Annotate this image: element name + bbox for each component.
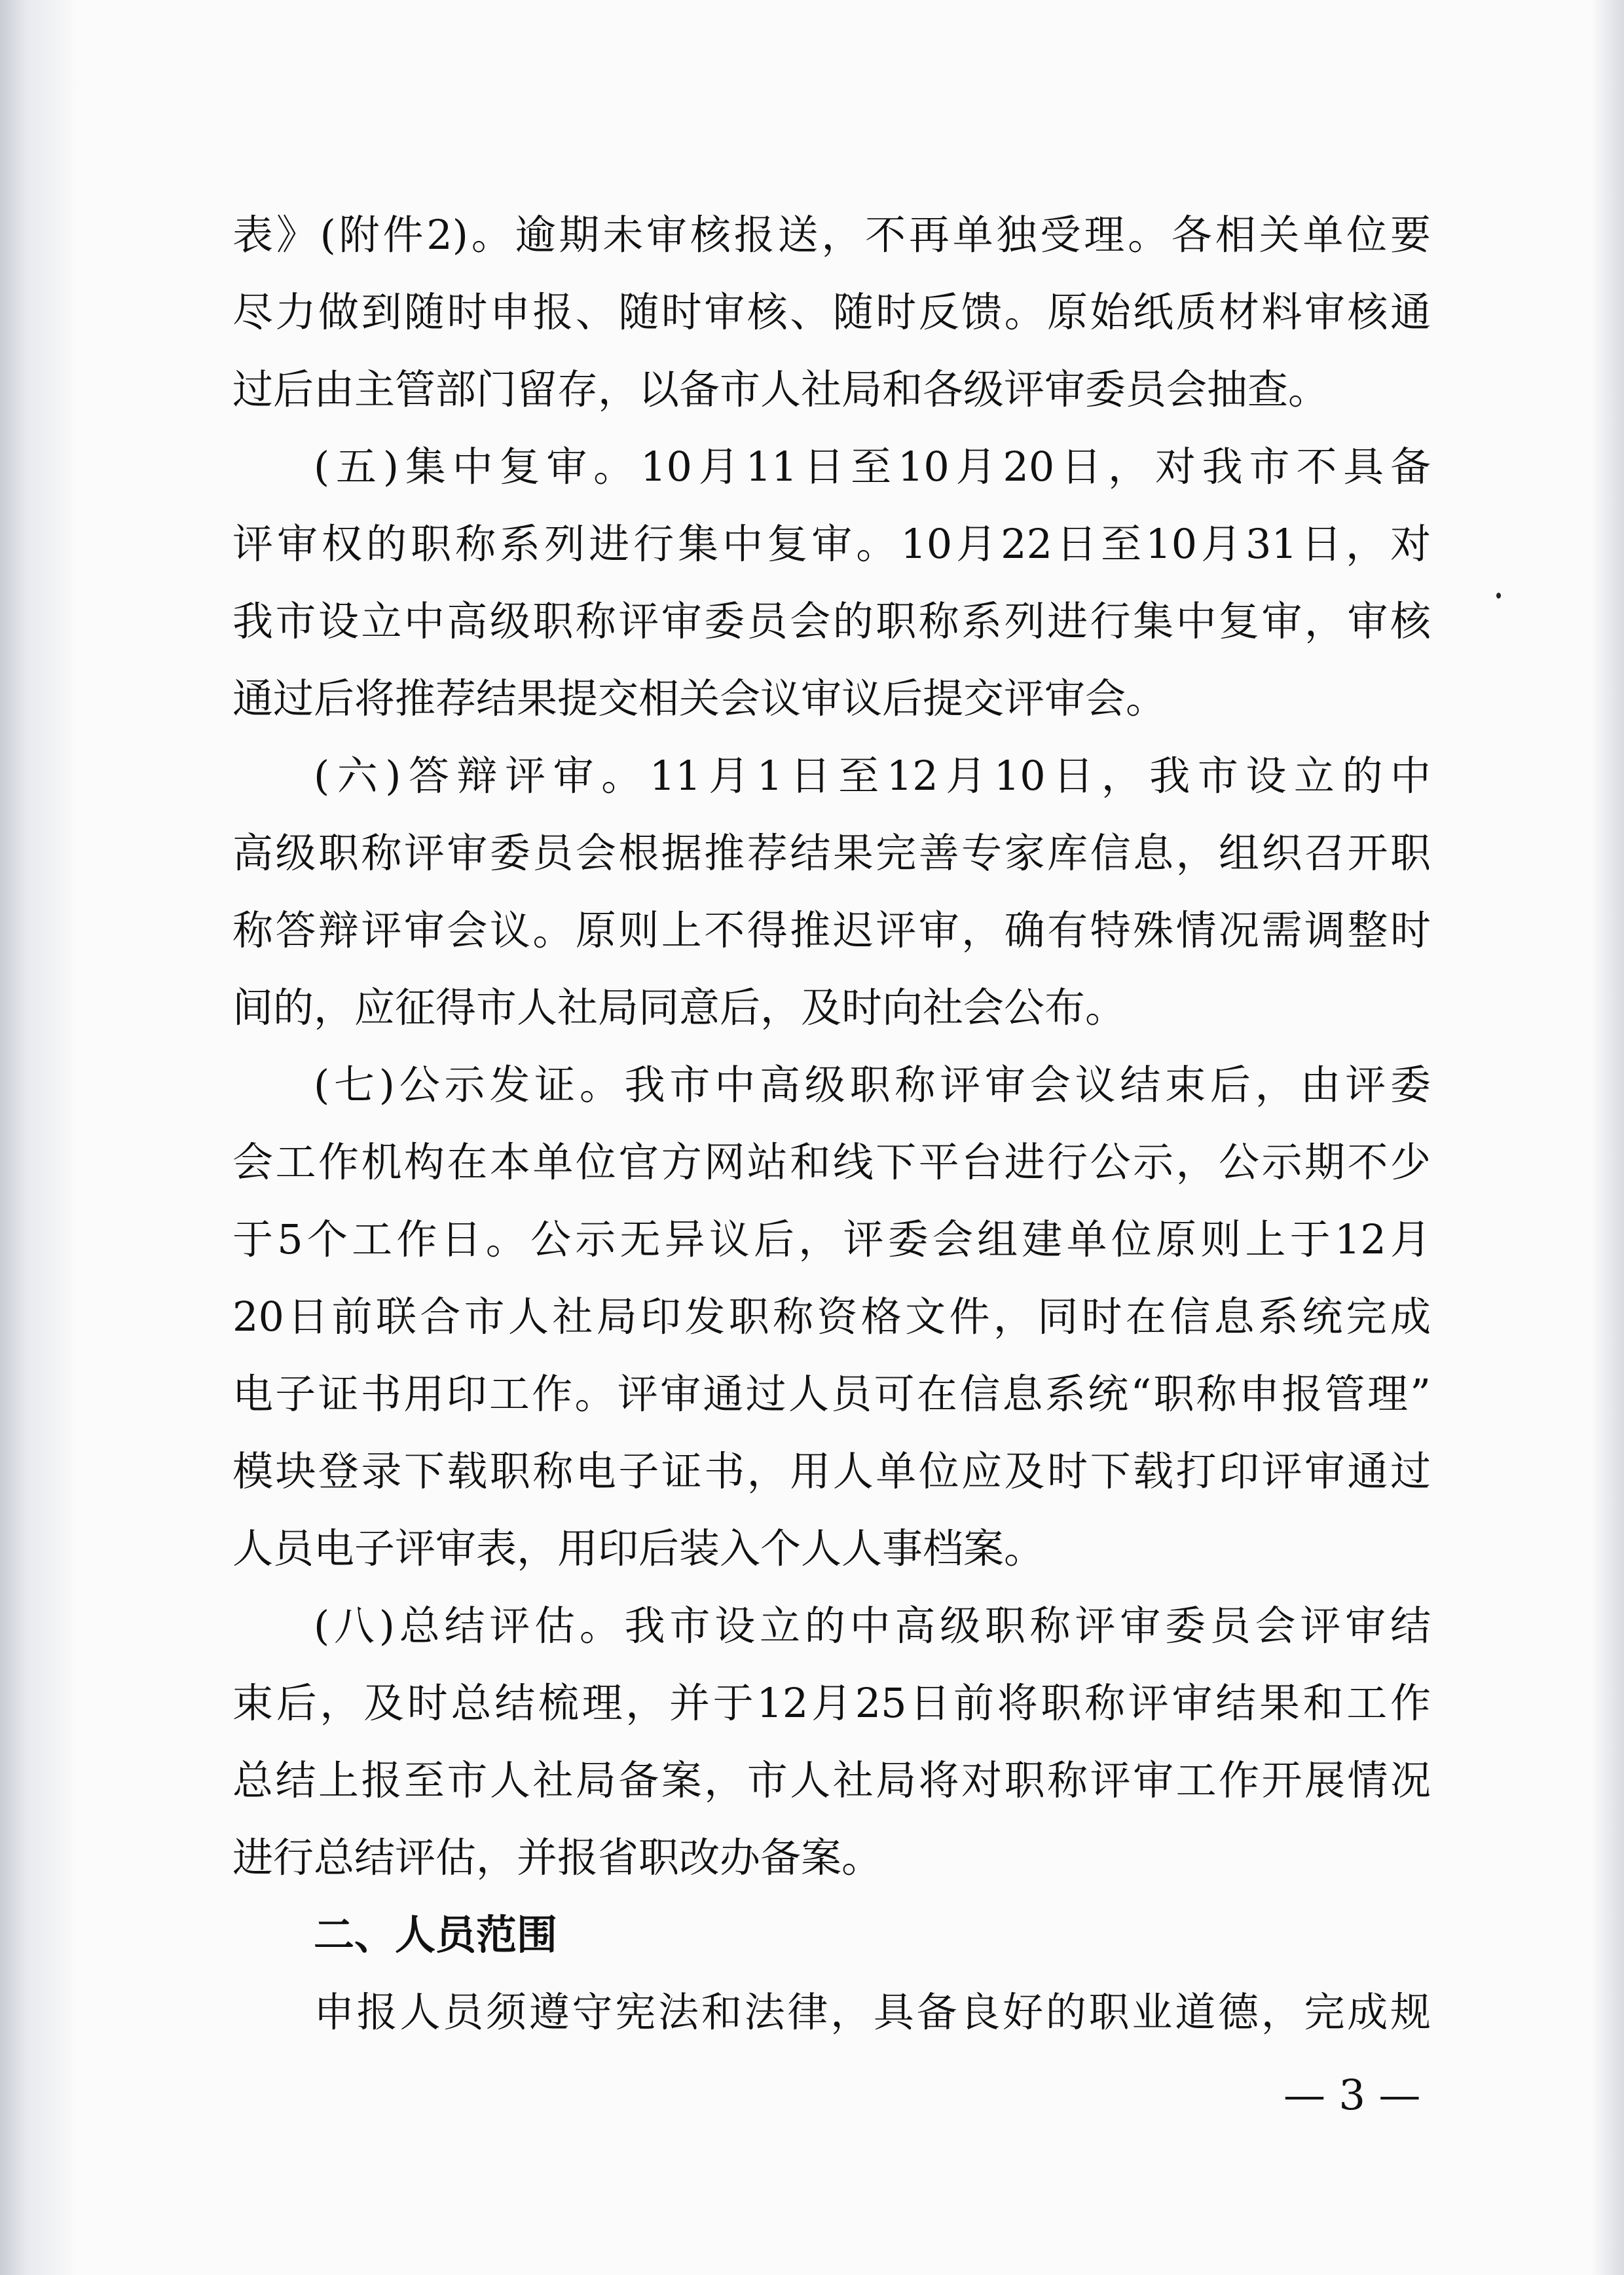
- text-line: 20日前联合市人社局印发职称资格文件，同时在信息系统完成: [232, 1293, 1431, 1341]
- text-line: 进行总结评估，并报省职改办备案。: [232, 1834, 883, 1881]
- text-line: 我市设立中高级职称评审委员会的职称系列进行集中复审，审核: [232, 597, 1431, 645]
- text-line: 总结上报至市人社局备案，市人社局将对职称评审工作开展情况: [232, 1756, 1431, 1804]
- text-line: 表》(附件2)。逾期未审核报送，不再单独受理。各相关单位要: [232, 211, 1431, 259]
- section-8-line: (八)总结评估。我市设立的中高级职称评审委员会评审结: [314, 1602, 1431, 1650]
- text-line: 于5个工作日。公示无异议后，评委会组建单位原则上于12月: [232, 1215, 1431, 1263]
- text-line: 申报人员须遵守宪法和法律，具备良好的职业道德，完成规: [314, 1988, 1431, 2036]
- text-line: 评审权的职称系列进行集中复审。10月22日至10月31日，对: [232, 520, 1431, 568]
- section-heading: 二、人员范围: [314, 1911, 558, 1959]
- text-line: 尽力做到随时申报、随时审核、随时反馈。原始纸质材料审核通: [232, 288, 1431, 336]
- text-line: 称答辩评审会议。原则上不得推迟评审，确有特殊情况需调整时: [232, 906, 1431, 954]
- text-line: 会工作机构在本单位官方网站和线下平台进行公示，公示期不少: [232, 1138, 1431, 1186]
- scan-shadow-left: [0, 0, 79, 2275]
- text-line: 过后由主管部门留存，以备市人社局和各级评审委员会抽查。: [232, 365, 1329, 413]
- text-line: 通过后将推荐结果提交相关会议审议后提交评审会。: [232, 675, 1167, 722]
- text-line: 束后，及时总结梳理，并于12月25日前将职称评审结果和工作: [232, 1679, 1431, 1727]
- section-6-line: (六)答辩评审。11月1日至12月10日，我市设立的中: [314, 752, 1431, 800]
- text-line: 高级职称评审委员会根据推荐结果完善专家库信息，组织召开职: [232, 829, 1431, 877]
- section-5-line: (五)集中复审。10月11日至10月20日，对我市不具备: [314, 443, 1431, 490]
- body-text: [232, 196, 1431, 2051]
- section-7-line: (七)公示发证。我市中高级职称评审会议结束后，由评委: [314, 1061, 1431, 1109]
- scan-speck: [1496, 593, 1501, 599]
- text-line: 间的，应征得市人社局同意后，及时向社会公布。: [232, 984, 1126, 1031]
- page-number: — 3 —: [1283, 2071, 1421, 2120]
- text-line: 电子证书用印工作。评审通过人员可在信息系统“职称申报管理”: [232, 1370, 1431, 1418]
- scan-shadow-right: [1591, 0, 1624, 2275]
- text-line: 模块登录下载职称电子证书，用人单位应及时下载打印评审通过: [232, 1447, 1431, 1495]
- text-line: 人员电子评审表，用印后装入个人人事档案。: [232, 1525, 1045, 1572]
